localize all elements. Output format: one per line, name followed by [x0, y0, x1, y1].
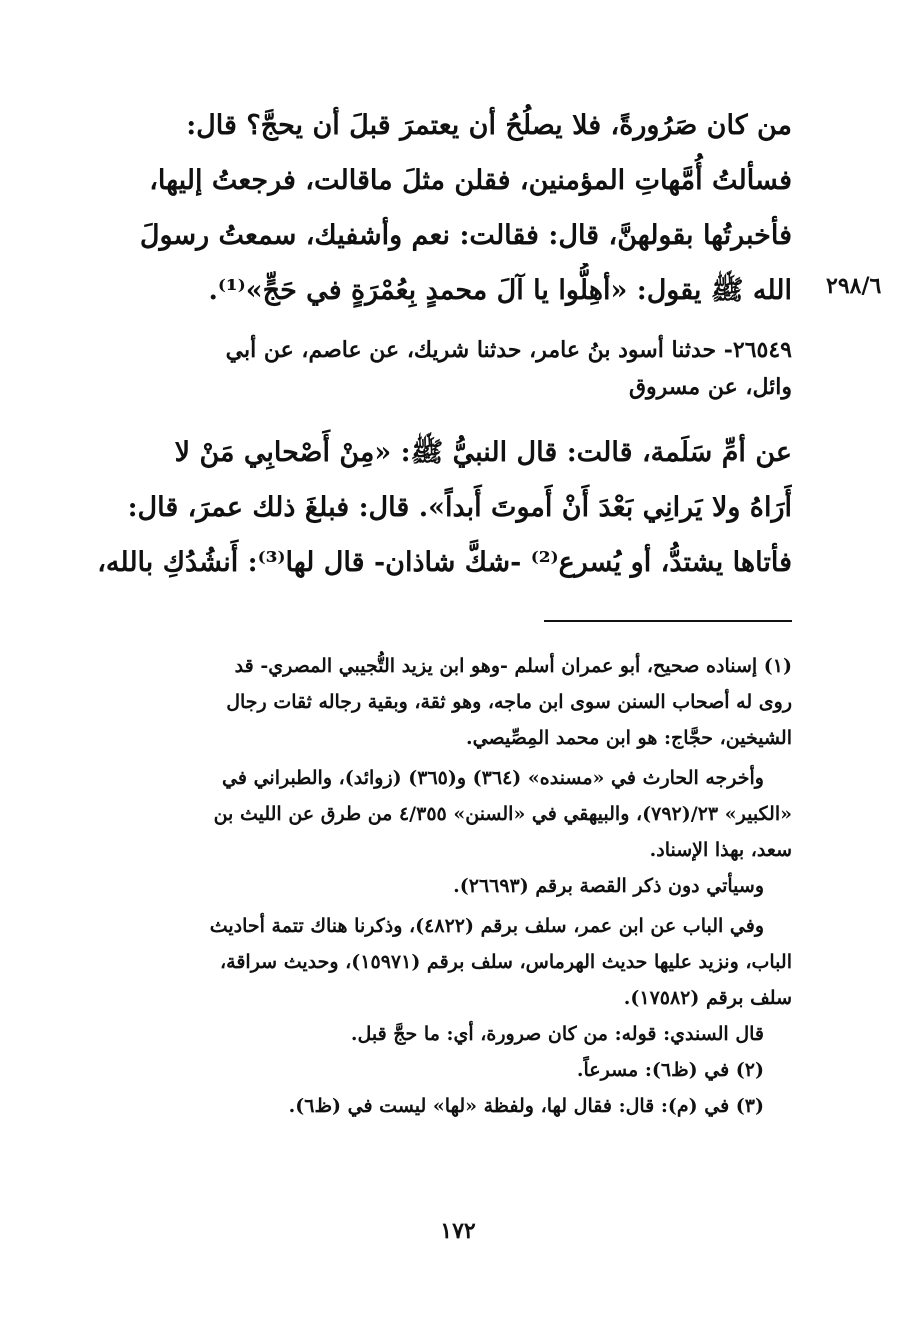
main-paragraph-1: [88, 98, 792, 318]
margin-volume-page-reference: ٢٩٨/٦: [826, 273, 882, 299]
footnote-1-sindi: [90, 1016, 792, 1052]
footnote-line: وفي الباب عن ابن عمر، سلف برقم (٤٨٢٢)، وذكرنا هناك تتمة أحاديث: [209, 915, 764, 937]
text-line: عن أمِّ سَلَمة، قالت: قال النبيُّ ﷺ: «مِنْ أَصْحابِي مَنْ لا: [174, 437, 792, 468]
hadith-chain-header: [88, 332, 792, 406]
text-line: فأخبرتُها بقولهنَّ، قال: فقالت: نعم وأشفيك، سمعتُ رسولَ: [139, 220, 792, 251]
text-line: وائل، عن مسروق: [628, 374, 792, 400]
footnote-line: سلف برقم (١٧٥٨٢).: [623, 987, 792, 1009]
main-paragraph-2: [88, 425, 792, 590]
footnote-line: سعد، بهذا الإسناد.: [649, 839, 792, 861]
footnote-1-sources: [90, 760, 792, 868]
footnote-line: (٣) في (م): قال: فقال لها، ولفظة «لها» ليست في (ظ٦).: [288, 1095, 764, 1117]
text-line: فسألتُ أُمَّهاتِ المؤمنين، فقلن مثلَ ماقالت، فرجعتُ إليها،: [149, 165, 792, 196]
footnote-1-crossref: [90, 868, 792, 904]
page-number: ١٧٢: [440, 1218, 476, 1244]
text-line: من كان صَرُورةً، فلا يصلُحُ أن يعتمرَ قبلَ أن يحجَّ؟ قال:: [186, 110, 792, 141]
footnotes-section: [90, 648, 792, 1124]
text-line: فأتاها يشتدُّ، أو يُسرع⁽²⁾ -شكَّ شاذان- قال لها⁽³⁾: أَنشُدُكِ بالله،: [97, 547, 792, 578]
footnote-line: «الكبير» ٢٣/(٧٩٢)، والبيهقي في «السنن» ٤/٣٥٥ من طرق عن الليث بن: [213, 803, 792, 825]
footnote-line: الباب، ونزيد عليها حديث الهرماس، سلف برقم (١٥٩٧١)، وحديث سراقة،: [220, 951, 792, 973]
footnote-3: [90, 1088, 792, 1124]
footnote-line: قال السندي: قوله: من كان صرورة، أي: ما حجَّ قبل.: [350, 1023, 764, 1045]
footnote-line: روى له أصحاب السنن سوى ابن ماجه، وهو ثقة، وبقية رجاله ثقات رجال: [226, 691, 792, 713]
footnote-1-related: [90, 908, 792, 1016]
text-line: الله ﷺ يقول: «أهِلُّوا يا آلَ محمدٍ بِعُمْرَةٍ في حَجٍّ»⁽¹⁾.: [208, 275, 792, 306]
footnote-2: [90, 1052, 792, 1088]
footnote-line: الشيخين، حجَّاج: هو ابن محمد المِصِّيصي.: [466, 727, 792, 749]
footnote-line: وسيأتي دون ذكر القصة برقم (٢٦٦٩٣).: [453, 875, 764, 897]
footnote-line: وأخرجه الحارث في «مسنده» (٣٦٤) و(٣٦٥) (زوائد)، والطبراني في: [222, 767, 764, 789]
footnote-line: (١) إسناده صحيح، أبو عمران أسلم -وهو ابن يزيد التُّجيبي المصري- قد: [234, 655, 792, 677]
footnote-1: [90, 648, 792, 756]
text-line: ٢٦٥٤٩- حدثنا أسود بنُ عامر، حدثنا شريك، عن عاصم، عن أبي: [225, 337, 792, 363]
text-line: أَرَاهُ ولا يَرانِي بَعْدَ أَنْ أَموتَ أَبداً». قال: فبلغَ ذلك عمرَ، قال:: [127, 492, 792, 523]
footnote-line: (٢) في (ظ٦): مسرعاً.: [576, 1059, 764, 1081]
footnote-separator: [544, 620, 792, 622]
